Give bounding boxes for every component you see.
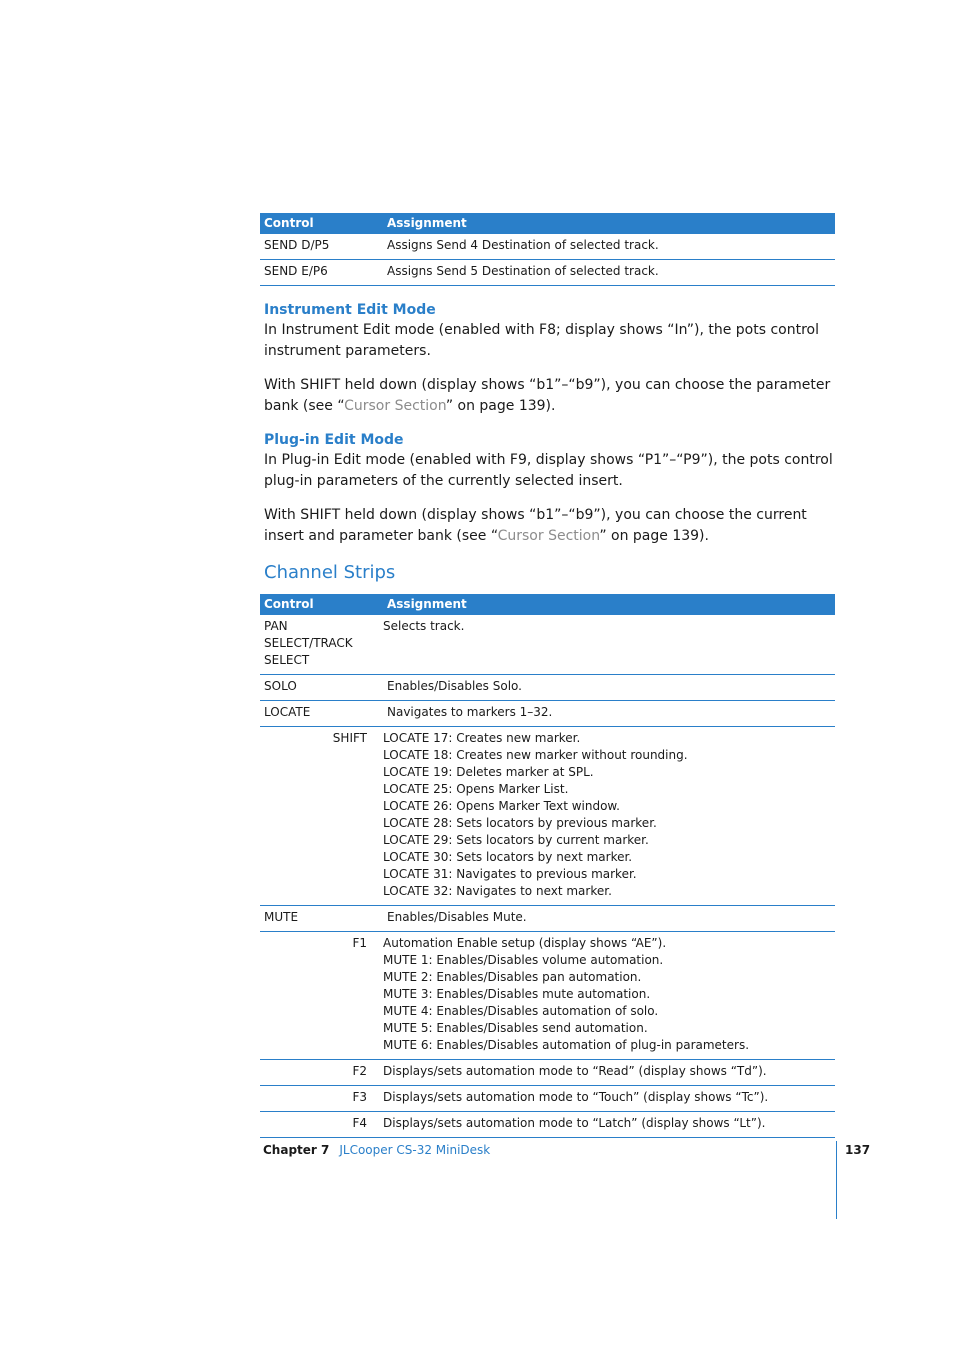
assignment-line: Displays/sets automation mode to “Read” (display shows “Td”). [383, 1064, 767, 1078]
assignment-line: MUTE 2: Enables/Disables pan automation. [383, 970, 642, 984]
footer [263, 1143, 490, 1157]
table-row [260, 675, 835, 701]
header-assignment: Assignment [387, 216, 467, 230]
assignment-line: MUTE 1: Enables/Disables volume automation. [383, 953, 664, 967]
text: With SHIFT held down (display shows “b1”–“b9”), you can choose the current insert and parameter bank (see “ [264, 507, 807, 544]
table-row [260, 260, 835, 286]
assignment-line: Displays/sets automation mode to “Latch” (display shows “Lt”). [383, 1116, 766, 1130]
assignment-line: LOCATE 18: Creates new marker without rounding. [383, 748, 688, 762]
table-header [260, 594, 835, 615]
assignment-cell: Assigns Send 4 Destination of selected track. [387, 238, 659, 252]
plugin-heading: Plug-in Edit Mode [264, 432, 404, 448]
control-cell: SOLO [264, 679, 297, 693]
assignment-cell: Assigns Send 5 Destination of selected track. [387, 264, 659, 278]
control-cell: F3 [352, 1090, 367, 1104]
assignment-line: LOCATE 29: Sets locators by current marker. [383, 833, 649, 847]
send-table [260, 213, 835, 286]
assignment-cell [377, 909, 835, 926]
table-row [260, 1112, 835, 1138]
assignment-cell [373, 618, 835, 669]
table-row [260, 1060, 835, 1086]
control-cell: MUTE [264, 910, 299, 924]
control-cell: SHIFT [332, 731, 367, 745]
plugin-paragraph-1: In Plug-in Edit mode (enabled with F9, display shows “P1”–“P9”), the pots control plug-in parameters of the currently selected insert. [264, 452, 833, 489]
assignment-line: Automation Enable setup (display shows “AE”). [383, 936, 667, 950]
assignment-line: Enables/Disables Solo. [387, 679, 522, 693]
assignment-line: LOCATE 19: Deletes marker at SPL. [383, 765, 594, 779]
assignment-cell [373, 1089, 835, 1106]
cursor-section-link[interactable]: Cursor Section [344, 398, 446, 414]
table-header [260, 213, 835, 234]
table-row [260, 727, 835, 906]
control-cell: SEND E/P6 [264, 264, 328, 278]
page-content [260, 213, 835, 1138]
table-row [260, 1086, 835, 1112]
control-cell: F2 [352, 1064, 367, 1078]
assignment-line: LOCATE 17: Creates new marker. [383, 731, 581, 745]
channel-table [260, 594, 835, 1138]
table-row [260, 615, 835, 675]
header-control: Control [264, 597, 314, 611]
assignment-line: LOCATE 32: Navigates to next marker. [383, 884, 612, 898]
assignment-line: Displays/sets automation mode to “Touch” (display shows “Tc”). [383, 1090, 769, 1104]
assignment-line: Enables/Disables Mute. [387, 910, 527, 924]
assignment-line: MUTE 4: Enables/Disables automation of solo. [383, 1004, 659, 1018]
assignment-line: LOCATE 31: Navigates to previous marker. [383, 867, 637, 881]
book-title: JLCooper CS-32 MiniDesk [339, 1143, 491, 1157]
assignment-line: LOCATE 28: Sets locators by previous marker. [383, 816, 657, 830]
assignment-line: Navigates to markers 1–32. [387, 705, 553, 719]
control-cell: F4 [352, 1116, 367, 1130]
table-row [260, 932, 835, 1060]
assignment-line: LOCATE 25: Opens Marker List. [383, 782, 569, 796]
header-control: Control [264, 216, 314, 230]
cursor-section-link[interactable]: Cursor Section [497, 528, 600, 544]
control-cell: LOCATE [264, 705, 311, 719]
assignment-line: LOCATE 30: Sets locators by next marker. [383, 850, 633, 864]
text: ” on page 139). [599, 528, 709, 544]
plugin-paragraph-2 [264, 505, 834, 547]
assignment-line: Selects track. [383, 619, 465, 633]
channel-strips-heading: Channel Strips [264, 562, 396, 583]
page-number: 137 [845, 1143, 871, 1157]
control-cell: F1 [352, 936, 367, 950]
instrument-paragraph-2 [264, 375, 834, 417]
channel-rows [260, 615, 835, 1138]
instrument-paragraph-1: In Instrument Edit mode (enabled with F8; display shows “In”), the pots control instrument parameters. [264, 322, 820, 359]
control-cell: PAN SELECT/TRACK SELECT [264, 619, 353, 667]
chapter-label: Chapter 7 [263, 1143, 330, 1157]
instrument-heading: Instrument Edit Mode [264, 302, 436, 318]
control-cell: SEND D/P5 [264, 238, 330, 252]
assignment-line: MUTE 3: Enables/Disables mute automation. [383, 987, 651, 1001]
text: ” on page 139). [445, 398, 556, 414]
assignment-cell [373, 1063, 835, 1080]
assignment-line: MUTE 6: Enables/Disables automation of plug-in parameters. [383, 1038, 750, 1052]
assignment-cell [377, 704, 835, 721]
assignment-cell [373, 935, 835, 1054]
table-row [260, 906, 835, 932]
assignment-cell [373, 1115, 835, 1132]
assignment-cell [377, 678, 835, 695]
table-row [260, 234, 835, 260]
footer-divider [836, 1141, 837, 1219]
text: With SHIFT held down (display shows “b1”–“b9”), you can choose the parameter bank (see “ [264, 377, 831, 414]
assignment-cell [373, 730, 835, 900]
assignment-line: MUTE 5: Enables/Disables send automation. [383, 1021, 648, 1035]
header-assignment: Assignment [387, 597, 467, 611]
table-row [260, 701, 835, 727]
assignment-line: LOCATE 26: Opens Marker Text window. [383, 799, 620, 813]
